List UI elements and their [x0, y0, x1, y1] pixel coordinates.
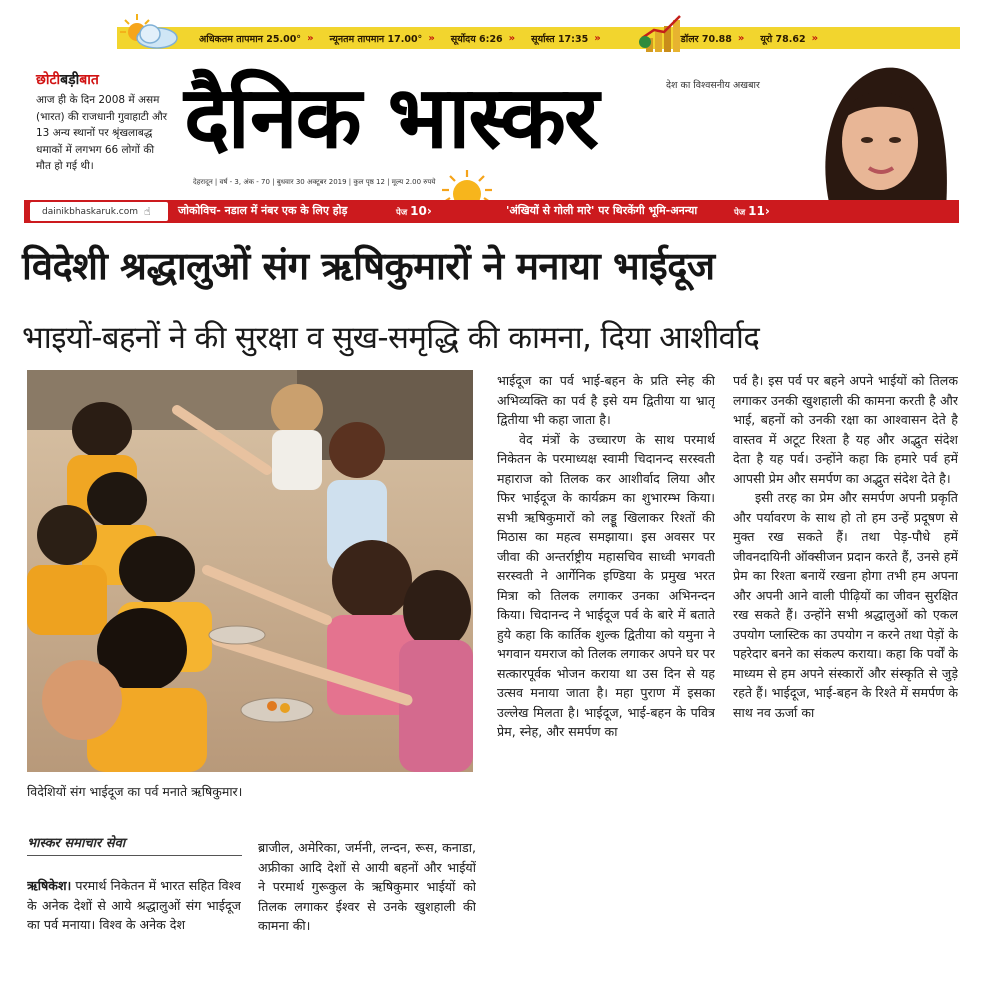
separator-icon: »	[307, 32, 314, 44]
tagline: देश का विश्वसनीय अखबार	[666, 80, 760, 91]
column-1-text: परमार्थ निकेतन में भारत सहित विश्व के अनेक देशों से आये श्रद्धालुओं संग भाईदूज का पर्व मनाया। विश्व के अनेक देश	[27, 878, 241, 932]
chevron-right-icon: ›	[764, 204, 770, 218]
article-column-4	[733, 371, 958, 971]
promo-headline-1[interactable]: जोकोविच- नडाल में नंबर एक के लिए होड़	[178, 204, 348, 217]
dateline: ऋषिकेश।	[27, 878, 72, 893]
chhoti-badi-baat-title	[36, 70, 99, 89]
title-part1: छोटी	[36, 72, 61, 88]
paragraph: इसी तरह का प्रेम और समर्पण अपनी प्रकृति और पर्यावरण के साथ हो तो हम उन्हें प्रदूषण से मुक्त रख सकते हैं। तथा पेड़-पौधे हमें जीवनदायिनी ऑक्सीजन प्रदान करते हैं, उनसे हमें प्रेम का रिश्ता बनायें रखना होगा तभी हम अपना और अपनी आने वाली पीढ़ियों का जीवन सुरक्षित रख सकते हैं। उन्होंने सभी श्रद्धालुओं को एकल उपयोग प्लास्टिक का उपयोग न करने तथा पेड़ों के पहरेदार बनने का संकल्प कराया। कहा कि पर्वों के माध्यम से हम अपने संस्कारों और संस्कृति से जुड़े रहते हैं। भाईदूज, भाई-बहन के रिश्ते में समर्पण के साथ नव ऊर्जा का	[733, 490, 958, 720]
page-label: पेज	[396, 208, 408, 218]
separator-icon: »	[737, 32, 745, 44]
paragraph: वेद मंत्रों के उच्चारण के साथ परमार्थ निकेतन के परमाध्यक्ष स्वामी चिदानन्द सरस्वती महाराज को तिलक कर आशीर्वाद लिया और फिर भाईदूज के कार्यक्रम का शुभारम्भ किया। सभी ऋषिकुमारों को लड्डू खिलाकर रिश्तों की मिठास का महत्व समझाया। इस अवसर पर जीवा की अन्तर्राष्ट्रीय महासचिव साध्वी भगवती सरस्वती ने आर्गेनिक इण्डिया के प्रमुख भरत मित्रा को तिलक लगाकर उनका अभिनन्दन किया। चिदानन्द ने भाईदूज पर्व के बारे में बताते हुये कहा कि कार्तिक शुल्क द्वितीया को यमुना ने भगवान यमराज को तिलक लगाकर अपने घर पर सत्कारपूर्वक भोजन कराया था उस दिन से यह उत्सव मनाया जाता है। महा पुराण में इसका उल्लेख मिलता है। भाईदूज, भाई-बहन के पवित्र प्रेम, स्नेह, और समर्पण का	[497, 431, 715, 739]
euro-rate: यूरो 78.62	[760, 33, 806, 45]
paragraph: भाईदूज का पर्व भाई-बहन के प्रति स्नेह की अभिव्यक्ति का पर्व है इसे यम द्वितीया या भ्रातृ द्वितीया भी कहा जाता है।	[497, 373, 715, 427]
max-temp: अधिकतम तापमान 25.00°	[199, 33, 302, 45]
cursor-hand-icon: ☝	[144, 205, 151, 218]
newspaper-logo: दैनिक भास्कर	[184, 68, 598, 168]
website-url[interactable]: dainikbhaskaruk.com	[42, 206, 139, 217]
photo-caption: विदेशियों संग भाईदूज का पर्व मनाते ऋषिकुमार।	[27, 784, 243, 799]
article-photo	[27, 370, 473, 772]
paragraph: पर्व है। इस पर्व पर बहने अपने भाईयों को तिलक लगाकर उनकी खुशहाली की कामना करती है और भाई, बहनों को उनकी रक्षा का आश्वासन देते है वास्तव में अटूट रिश्ता है यह और अद्भुत संदेश देता है यह पर्व। उन्होंने कहा कि हमारे पर्व हमें आपसी प्रेम और समर्पण का अद्भुत संदेश देते है।	[733, 373, 958, 486]
info-bar	[117, 27, 960, 49]
website-pill[interactable]	[30, 202, 168, 221]
main-headline: विदेशी श्रद्धालुओं संग ऋषिकुमारों ने मनाया भाईदूज	[22, 244, 715, 288]
chevron-right-icon: ›	[426, 204, 432, 218]
promo-headline-2[interactable]: 'अंखियों से गोली मारे' पर थिरकेंगी भूमि-अनन्या	[506, 204, 698, 217]
byline-divider	[27, 855, 242, 856]
celebrity-portrait	[795, 50, 957, 223]
page-label: पेज	[734, 208, 746, 218]
byline: भास्कर समाचार सेवा	[27, 836, 126, 851]
page-number: 10	[410, 204, 427, 218]
sub-headline: भाइयों-बहनों ने की सुरक्षा व सुख-समृद्धि की कामना, दिया आशीर्वाद	[22, 320, 760, 356]
separator-icon: »	[811, 32, 819, 44]
article-column-2	[258, 838, 476, 973]
title-part2: बड़ी	[60, 72, 80, 88]
separator-icon: »	[594, 32, 601, 44]
weather-cloud-sun-icon	[117, 12, 187, 52]
separator-icon: »	[508, 32, 516, 44]
separator-icon: »	[428, 32, 435, 44]
dollar-rate: डॉलर 70.88	[680, 33, 732, 45]
page-number: 11	[748, 204, 765, 218]
title-part3: बात	[79, 72, 99, 88]
sunset: सूर्यास्त 17:35	[531, 33, 589, 45]
article-column-3	[497, 371, 715, 971]
column-2-text: ब्राजील, अमेरिका, जर्मनी, लन्दन, रूस, कनाडा, अफ्रीका आदि देशों से आयी बहनों और भाईयों ने परमार्थ गुरूकुल के ऋषिकुमार भाईयों को तिलक लगाकर ईश्वर से उनके खुशहाली की कामना की।	[258, 840, 476, 933]
chhoti-badi-baat-text: आज ही के दिन 2008 में असम (भारत) की राजधानी गुवाहाटी और 13 अन्य स्थानों पर श्रृंखलाबद्ध धमाकों में लगभग 66 लोगों की मौत हो गई थी।	[36, 94, 168, 172]
min-temp: न्यूनतम तापमान 17.00°	[329, 33, 423, 45]
promo-page-1[interactable]	[396, 204, 432, 218]
promo-page-2[interactable]	[734, 204, 770, 218]
article-column-1	[27, 876, 241, 976]
currency-chart-icon	[636, 12, 688, 54]
edition-line: देहरादून | वर्ष - 3, अंक - 70 | बुधवार 30 अक्टूबर 2019 | कुल पृष्ठ 12 | मूल्य 2.00 रुपये	[193, 178, 436, 186]
sunrise: सूर्योदय 6:26	[450, 33, 503, 45]
